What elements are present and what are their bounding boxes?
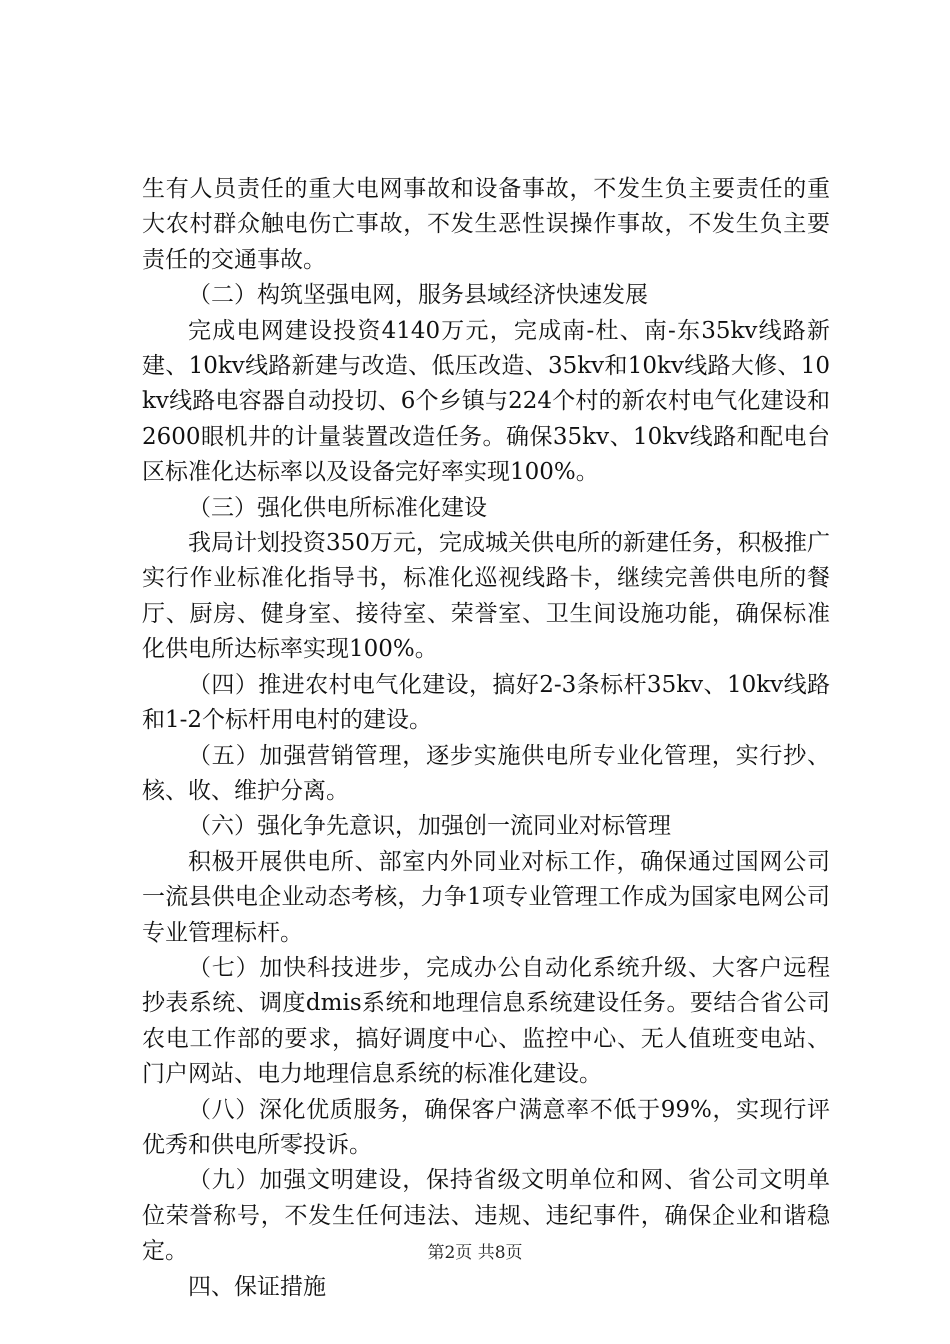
page-number-footer: 第2页 共8页 <box>427 1243 523 1263</box>
paragraph: 完成电网建设投资4140万元，完成南-杜、南-东35kv线路新建、10kv线路新建与改造、低压改造、35kv和10kv线路大修、10kv线路电容器自动投切、6个乡镇与224个村的新农村电气化建设和2600眼机井的计量装置改造任务。确保35kv、10kv线路和配电台区标准化达标率以及设备完好率实现100%。 <box>142 317 830 486</box>
section-heading-6: （六）强化争先意识，加强创一流同业对标管理 <box>188 813 671 840</box>
section-heading-3: （三）强化供电所标准化建设 <box>188 494 487 521</box>
section-item-7: （七）加快科技进步，完成办公自动化系统升级、大客户远程抄表系统、调度dmis系统和地理信息系统建设任务。要结合省公司农电工作部的要求，搞好调度中心、监控中心、无人值班变电站、门户网站、电力地理信息系统的标准化建设。 <box>142 954 830 1088</box>
paragraph: 积极开展供电所、部室内外同业对标工作，确保通过国网公司一流县供电企业动态考核，力争1项专业管理工作成为国家电网公司专业管理标杆。 <box>142 848 830 946</box>
chapter-heading-measures: 四、保证措施 <box>188 1273 326 1300</box>
paragraph-continuation: 生有人员责任的重大电网事故和设备事故，不发生负主要责任的重大农村群众触电伤亡事故，不发生恶性误操作事故，不发生负主要责任的交通事故。 <box>142 176 830 273</box>
section-item-4: （四）推进农村电气化建设，搞好2-3条标杆35kv、10kv线路和1-2个标杆用电村的建设。 <box>142 671 830 734</box>
document-body <box>142 172 830 1305</box>
section-heading-2: （二）构筑坚强电网，服务县域经济快速发展 <box>188 282 648 309</box>
section-item-8: （八）深化优质服务，确保客户满意率不低于99%，实现行评优秀和供电所零投诉。 <box>142 1096 830 1158</box>
section-item-9: （九）加强文明建设，保持省级文明单位和网、省公司文明单位荣誉称号，不发生任何违法、违规、违纪事件，确保企业和谐稳定。 <box>142 1167 830 1265</box>
paragraph: 我局计划投资350万元，完成城关供电所的新建任务，积极推广实行作业标准化指导书，标准化巡视线路卡，继续完善供电所的餐厅、厨房、健身室、接待室、荣誉室、卫生间设施功能，确保标准化供电所达标率实现100%。 <box>142 530 830 663</box>
section-item-5: （五）加强营销管理，逐步实施供电所专业化管理，实行抄、核、收、维护分离。 <box>142 742 830 804</box>
